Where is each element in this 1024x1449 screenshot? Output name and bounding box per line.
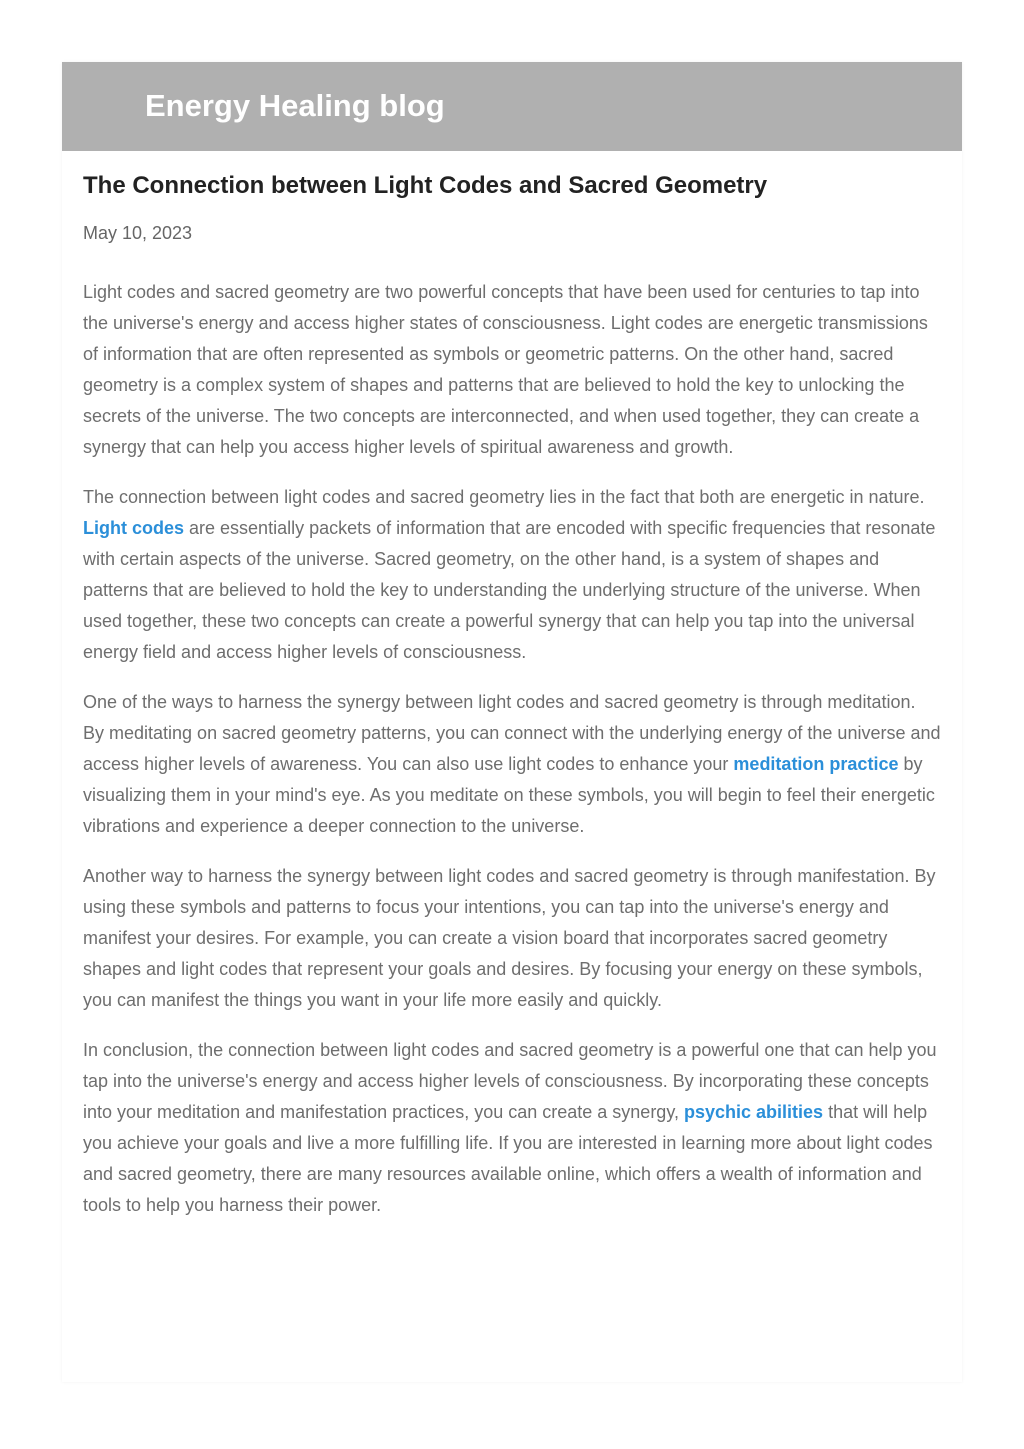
post-body bbox=[83, 277, 941, 1221]
paragraph-4-text: Another way to harness the synergy between light codes and sacred geometry is through manifestation. By using these symbols and patterns to focus your intentions, you can tap into the universe's energy and manifest your desires. For example, you can create a vision board that incorporates sacred geometry shapes and light codes that represent your goals and desires. By focusing your energy on these symbols, you can manifest the things you want in your life more easily and quickly. bbox=[83, 866, 936, 1010]
paragraph-4 bbox=[83, 861, 941, 1016]
post-date: May 10, 2023 bbox=[83, 223, 193, 243]
paragraph-2-text-before: The connection between light codes and sacred geometry lies in the fact that both are energetic in nature. bbox=[83, 487, 925, 507]
blog-title[interactable]: Energy Healing blog bbox=[145, 88, 445, 123]
post-title: The Connection between Light Codes and Sacred Geometry bbox=[83, 172, 768, 199]
paragraph-5-text-after: that will help you achieve your goals and live a more fulfilling life. If you are interested in learning more about light codes and sacred geometry, there are many resources available online, which offers a wealth of information and tools to help you harness their power. bbox=[83, 1102, 933, 1215]
blog-post bbox=[62, 171, 962, 1221]
paragraph-5 bbox=[83, 1035, 941, 1221]
paragraph-1 bbox=[83, 277, 941, 463]
meditation-practice-link[interactable]: meditation practice bbox=[733, 754, 899, 774]
paragraph-3 bbox=[83, 687, 941, 842]
paragraph-2 bbox=[83, 482, 941, 668]
paragraph-2-text-after: are essentially packets of information that are encoded with specific frequencies that resonate with certain aspects of the universe. Sacred geometry, on the other hand, is a system of shapes and patterns that are believed to hold the key to understanding the underlying structure of the universe. When used together, these two concepts can create a powerful synergy that can help you tap into the universal energy field and access higher levels of consciousness. bbox=[83, 518, 936, 662]
light-codes-link[interactable]: Light codes bbox=[83, 518, 185, 538]
blog-card bbox=[62, 62, 962, 1382]
paragraph-1-text: Light codes and sacred geometry are two powerful concepts that have been used for centuries to tap into the universe's energy and access higher states of consciousness. Light codes are energetic transmissions of information that are often represented as symbols or geometric patterns. On the other hand, sacred geometry is a complex system of shapes and patterns that are believed to hold the key to unlocking the secrets of the universe. The two concepts are interconnected, and when used together, they can create a synergy that can help you access higher levels of spiritual awareness and growth. bbox=[83, 282, 928, 457]
paragraph-5-text-before: In conclusion, the connection between light codes and sacred geometry is a powerful one that can help you tap into the universe's energy and access higher levels of consciousness. By incorporating these concepts into your meditation and manifestation practices, you can create a synergy, bbox=[83, 1040, 937, 1122]
paragraph-3-text-after: by visualizing them in your mind's eye. As you meditate on these symbols, you will begin to feel their energetic vibrations and experience a deeper connection to the universe. bbox=[83, 754, 935, 836]
blog-header-banner bbox=[62, 62, 962, 151]
psychic-abilities-link[interactable]: psychic abilities bbox=[684, 1102, 824, 1122]
paragraph-3-text-before: One of the ways to harness the synergy between light codes and sacred geometry is through meditation. By meditating on sacred geometry patterns, you can connect with the underlying energy of the universe and access higher levels of awareness. You can also use light codes to enhance your bbox=[83, 692, 941, 774]
